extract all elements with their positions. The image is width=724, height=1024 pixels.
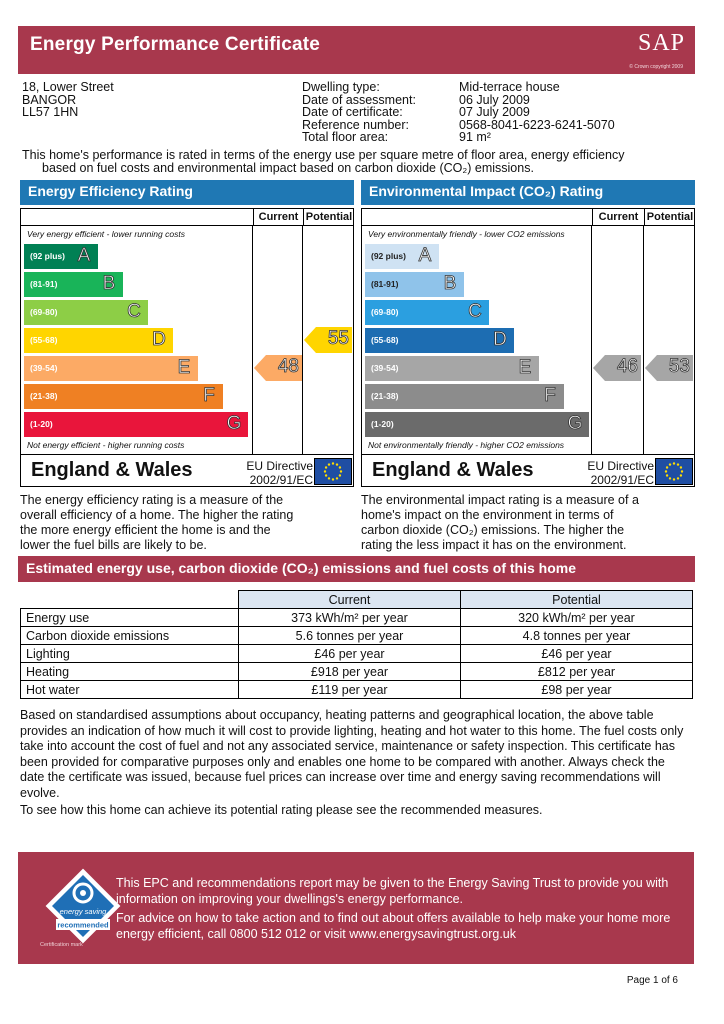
bottom-caption: Not energy efficient - higher running costs <box>27 440 185 450</box>
band-a <box>24 244 98 269</box>
detail-value: 0568-8041-6223-6241-5070 <box>459 117 615 132</box>
eu-star <box>339 474 341 476</box>
band-range: (39-54) <box>30 363 58 373</box>
band-range: (55-68) <box>30 335 58 345</box>
eu-star <box>665 470 667 472</box>
band-e <box>365 356 539 381</box>
band-g <box>24 412 248 437</box>
band-d <box>24 328 173 353</box>
band-letter: A <box>418 245 432 266</box>
efficiency-description <box>20 493 354 553</box>
address-line: BANGOR <box>22 92 77 107</box>
est-text <box>116 876 686 946</box>
logo-word-recommended: recommended <box>57 920 109 930</box>
detail-label: Date of assessment: <box>302 92 416 107</box>
assumptions-paragraph: Based on standardised assumptions about occupancy, heating patterns and geographical location, the above table provides an indication of how much it will cost to provide lighting, heating and hot water to this home. The fuel costs only take into account the cost of fuel and not any associated service, maintenance or safety inspection. This certificate has been provided for comparative purposes only and enables one home to be compared with another. Always check the date the certificate was issued, because fuel prices can increase over time and energy saving recommendations will evolve. <box>20 708 684 800</box>
band-letter: B <box>443 273 457 294</box>
energy-saving-recommended-logo <box>44 867 122 945</box>
eu-directive-line: 2002/91/EC <box>249 473 313 487</box>
header-spacer <box>362 209 592 226</box>
top-caption: Very energy efficient - lower running costs <box>27 229 185 239</box>
detail-value: 06 July 2009 <box>459 92 530 107</box>
potential-column-header: Potential <box>303 209 354 226</box>
description-line: overall efficiency of a home. The higher the rating <box>20 508 294 522</box>
band-b <box>365 272 464 297</box>
region-label: England & Wales <box>31 459 193 481</box>
current-value: £918 per year <box>239 663 461 681</box>
eu-directive-line: EU Directive <box>246 459 313 473</box>
band-c <box>365 300 489 325</box>
row-label: Carbon dioxide emissions <box>21 627 239 645</box>
band-range: (81-91) <box>30 279 58 289</box>
current-value: £46 per year <box>239 645 461 663</box>
band-range: (92 plus) <box>371 251 406 261</box>
environmental-rating-title: Environmental Impact (CO₂) Rating <box>361 180 695 205</box>
description-line: the more energy efficient the home is and the <box>20 523 271 537</box>
table-row <box>21 609 693 627</box>
region-label: England & Wales <box>372 459 534 481</box>
eu-star <box>325 466 327 468</box>
costs-section-title: Estimated energy use, carbon dioxide (CO₂) emissions and fuel costs of this home <box>18 556 695 582</box>
sap-logo-caption: © Crown copyright 2009 <box>629 64 683 70</box>
property-address <box>22 81 114 119</box>
table-header-spacer <box>21 591 239 609</box>
eu-directive-line: 2002/91/EC <box>590 473 654 487</box>
eu-star <box>677 463 679 465</box>
eu-star <box>666 466 668 468</box>
current-rating-arrow <box>254 355 302 381</box>
potential-value: 4.8 tonnes per year <box>461 627 693 645</box>
column-divider <box>591 226 592 454</box>
eu-directive <box>570 459 654 487</box>
header-spacer <box>21 209 253 226</box>
potential-rating-value: 55 <box>327 328 349 349</box>
sap-logo: SAP <box>637 30 685 56</box>
eu-star <box>666 474 668 476</box>
current-value: 5.6 tonnes per year <box>239 627 461 645</box>
band-f <box>24 384 223 409</box>
table-row <box>21 681 693 699</box>
current-rating-value: 48 <box>277 356 299 377</box>
environmental-description <box>361 493 695 553</box>
column-divider <box>643 226 644 454</box>
current-column-header: Current <box>253 209 303 226</box>
measures-paragraph: To see how this home can achieve its potential rating please see the recommended measures. <box>20 803 543 817</box>
table-row <box>21 645 693 663</box>
energy-saving-trust-box <box>18 852 694 964</box>
eu-directive-line: EU Directive <box>587 459 654 473</box>
eu-directive <box>229 459 313 487</box>
band-letter: F <box>544 385 556 406</box>
description-line: carbon dioxide (CO₂) emissions. The higher the <box>361 523 625 537</box>
band-letter: E <box>518 357 532 378</box>
eu-star <box>339 466 341 468</box>
details-values <box>459 81 615 144</box>
table-row <box>21 627 693 645</box>
intro-text <box>22 149 694 175</box>
eu-star <box>324 470 326 472</box>
potential-value: £46 per year <box>461 645 693 663</box>
detail-label: Date of certificate: <box>302 105 403 119</box>
eu-star <box>336 463 338 465</box>
band-f <box>365 384 564 409</box>
eu-star <box>681 470 683 472</box>
logo-caption: Certification mark <box>40 942 83 948</box>
potential-column-header: Potential <box>644 209 695 226</box>
description-line: The energy efficiency rating is a measure of the <box>20 493 284 507</box>
eu-star <box>680 474 682 476</box>
band-letter: B <box>102 273 116 294</box>
band-range: (1-20) <box>30 419 53 429</box>
band-range: (92 plus) <box>30 251 65 261</box>
page-number: Page 1 of 6 <box>626 975 678 986</box>
band-letter: D <box>493 329 507 350</box>
band-letter: A <box>77 245 91 266</box>
band-letter: F <box>203 385 215 406</box>
band-letter: E <box>177 357 191 378</box>
eu-star <box>669 477 671 479</box>
address-line: LL57 1HN <box>22 105 79 119</box>
potential-rating-value: 53 <box>668 356 690 377</box>
eu-star <box>673 462 675 464</box>
details-labels <box>302 81 416 144</box>
band-letter: D <box>152 329 166 350</box>
page-title: Energy Performance Certificate <box>30 34 321 55</box>
band-e <box>24 356 198 381</box>
band-b <box>24 272 123 297</box>
divider <box>362 454 694 455</box>
certificate-header <box>18 26 695 74</box>
intro-line: This home's performance is rated in terms of the energy use per square metre of floor area, energy efficiency <box>22 148 625 162</box>
current-value: 373 kWh/m² per year <box>239 609 461 627</box>
environmental-rating-chart <box>361 208 695 487</box>
current-rating-value: 46 <box>616 356 638 377</box>
divider <box>21 454 353 455</box>
table-header-row <box>21 591 693 609</box>
potential-value: £812 per year <box>461 663 693 681</box>
band-range: (21-38) <box>371 391 399 401</box>
eu-star <box>680 466 682 468</box>
efficiency-rating-chart <box>20 208 354 487</box>
table-row <box>21 663 693 681</box>
potential-rating-arrow <box>645 355 693 381</box>
detail-value: Mid-terrace house <box>459 80 560 94</box>
description-line: rating the less impact it has on the environment. <box>361 538 627 552</box>
band-range: (21-38) <box>30 391 58 401</box>
eu-star <box>328 477 330 479</box>
est-paragraph: For advice on how to take action and to find out about offers available to help make your home more energy efficient, call 0800 512 012 or visit www.energysavingtrust.org.uk <box>116 911 671 941</box>
band-letter: C <box>127 301 141 322</box>
intro-line: based on fuel costs and environmental impact based on carbon dioxide (CO₂) emissions. <box>42 161 534 175</box>
detail-label: Total floor area: <box>302 130 389 144</box>
potential-value: 320 kWh/m² per year <box>461 609 693 627</box>
band-range: (55-68) <box>371 335 399 345</box>
address-line: 18, Lower Street <box>22 80 114 94</box>
band-letter: C <box>468 301 482 322</box>
est-paragraph: This EPC and recommendations report may be given to the Energy Saving Trust to provide you with information on improving your dwellings's energy performance. <box>116 876 669 906</box>
logo-word-energy-saving: energy saving <box>59 907 107 916</box>
current-column-header: Current <box>239 591 461 609</box>
band-d <box>365 328 514 353</box>
costs-table <box>20 590 693 699</box>
potential-value: £98 per year <box>461 681 693 699</box>
eu-star <box>332 478 334 480</box>
row-label: Energy use <box>21 609 239 627</box>
current-rating-arrow <box>593 355 641 381</box>
row-label: Heating <box>21 663 239 681</box>
detail-label: Reference number: <box>302 117 410 132</box>
eu-star <box>669 463 671 465</box>
band-letter: G <box>226 413 242 434</box>
eu-star <box>325 474 327 476</box>
potential-rating-arrow <box>304 327 352 353</box>
band-range: (1-20) <box>371 419 394 429</box>
detail-value: 07 July 2009 <box>459 105 530 119</box>
eu-flag-icon <box>655 458 693 485</box>
eu-star <box>340 470 342 472</box>
eu-star <box>677 477 679 479</box>
row-label: Lighting <box>21 645 239 663</box>
band-range: (69-80) <box>30 307 58 317</box>
column-divider <box>302 226 303 454</box>
band-c <box>24 300 148 325</box>
band-letter: G <box>567 413 583 434</box>
detail-label: Dwelling type: <box>302 80 380 94</box>
band-a <box>365 244 439 269</box>
eu-star <box>673 478 675 480</box>
top-caption: Very environmentally friendly - lower CO2 emissions <box>368 229 565 239</box>
row-label: Hot water <box>21 681 239 699</box>
efficiency-rating-title: Energy Efficiency Rating <box>20 180 354 205</box>
eu-star <box>336 477 338 479</box>
band-range: (81-91) <box>371 279 399 289</box>
eu-flag-icon <box>314 458 352 485</box>
detail-value: 91 m² <box>459 130 491 144</box>
description-line: The environmental impact rating is a measure of a <box>361 493 639 507</box>
band-g <box>365 412 589 437</box>
bottom-caption: Not environmentally friendly - higher CO2 emissions <box>368 440 565 450</box>
current-value: £119 per year <box>239 681 461 699</box>
band-range: (69-80) <box>371 307 399 317</box>
eu-star <box>328 463 330 465</box>
description-line: home's impact on the environment in terms of <box>361 508 614 522</box>
eu-star <box>332 462 334 464</box>
band-range: (39-54) <box>371 363 399 373</box>
potential-column-header: Potential <box>461 591 693 609</box>
column-divider <box>252 226 253 454</box>
current-column-header: Current <box>592 209 644 226</box>
description-line: lower the fuel bills are likely to be. <box>20 538 207 552</box>
